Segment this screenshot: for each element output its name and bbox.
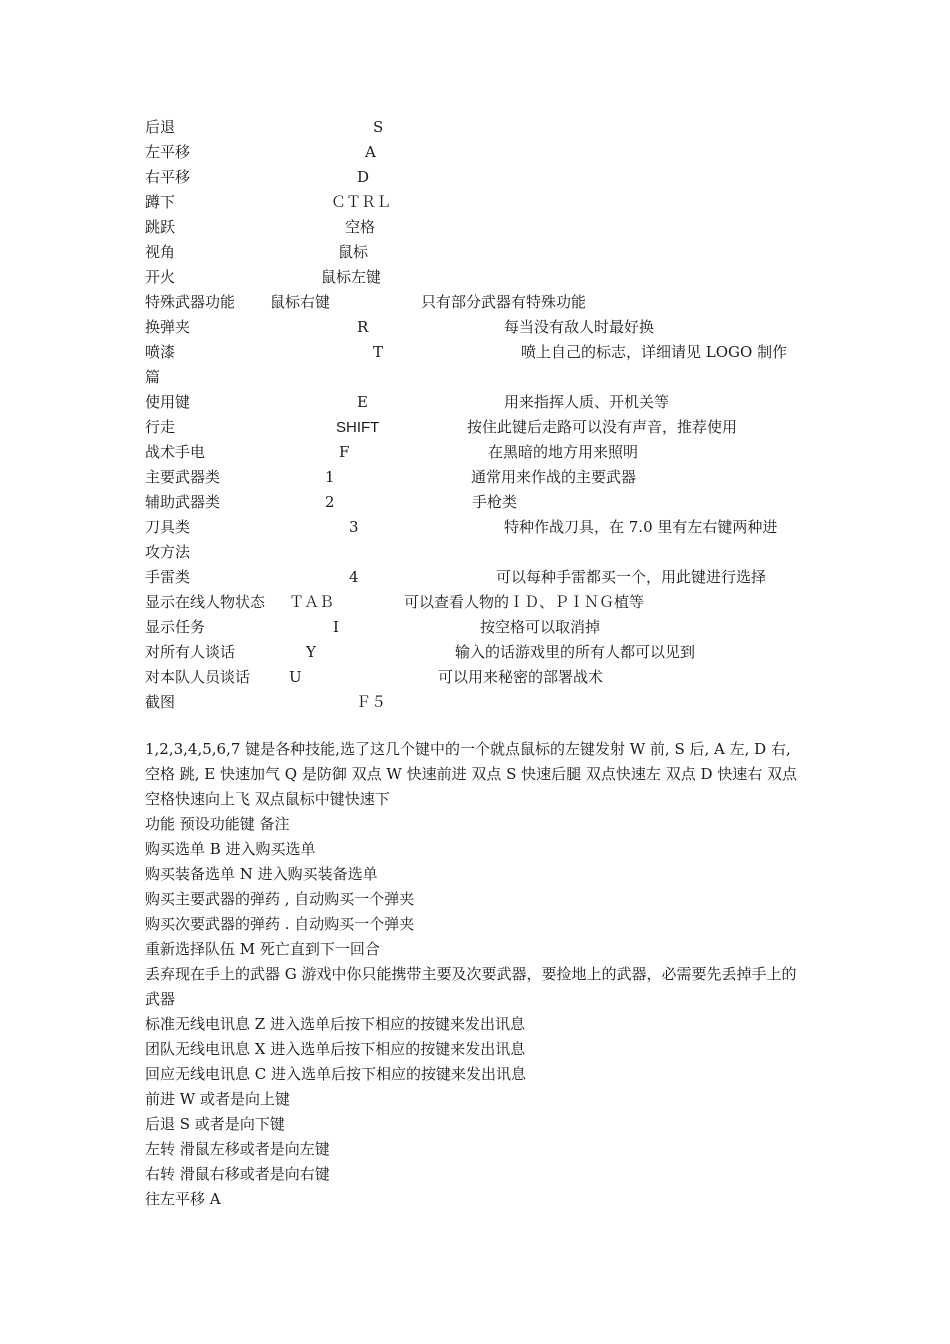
- action-label: 辅助武器类: [145, 493, 221, 511]
- note-label: 可以每种手雷都买一个，用此键进行选择: [496, 568, 767, 586]
- table-row: [145, 390, 815, 415]
- key-label: Y: [306, 643, 316, 661]
- note-label: 输入的话游戏里的所有人都可以见到: [455, 643, 696, 661]
- paragraph: 前进 W 或者是向上键: [145, 1090, 290, 1108]
- note-label: 每当没有敌人时最好换: [504, 318, 655, 336]
- table-row: [145, 565, 815, 590]
- key-label: E: [357, 393, 368, 411]
- table-row: [145, 265, 815, 290]
- action-label: 显示在线人物状态: [145, 593, 266, 611]
- note-label: 在黑暗的地方用来照明: [488, 443, 639, 461]
- key-label: 空格: [345, 218, 376, 236]
- action-label: 对所有人谈话: [145, 643, 236, 661]
- action-label: 主要武器类: [145, 468, 221, 486]
- key-label: ＴＡＢ: [289, 593, 335, 611]
- table-row: [145, 215, 815, 240]
- action-label: 蹲下: [145, 193, 176, 211]
- paragraph: 购买次要武器的弹药 . 自动购买一个弹夹: [145, 915, 415, 933]
- note-label: 按住此键后走路可以没有声音，推荐使用: [467, 418, 738, 436]
- table-row: [145, 590, 815, 615]
- table-row: [145, 490, 815, 515]
- action-label: 左平移: [145, 143, 191, 161]
- note-label: 可以用来秘密的部署战术: [438, 668, 604, 686]
- action-label: 喷漆: [145, 343, 176, 361]
- note-label: 可以查看人物的ＩＤ、ＰＩＮＧ植等: [404, 593, 645, 611]
- action-label: 跳跃: [145, 218, 176, 236]
- body-text: [145, 737, 810, 1212]
- table-row: [145, 615, 815, 640]
- key-label: A: [365, 143, 376, 161]
- note-label: 喷上自己的标志，详细请见 LOGO 制作: [521, 343, 788, 361]
- paragraph: 标准无线电讯息 Z 进入选单后按下相应的按键来发出讯息: [145, 1015, 525, 1033]
- action-label: 视角: [145, 243, 176, 261]
- table-row: [145, 165, 815, 190]
- paragraph: 购买主要武器的弹药 , 自动购买一个弹夹: [145, 890, 415, 908]
- paragraph: 后退 S 或者是向下键: [145, 1115, 285, 1133]
- note-label: 特种作战刀具，在 7.0 里有左右键两种进: [504, 518, 778, 536]
- key-label: D: [357, 168, 370, 186]
- action-label: 手雷类: [145, 568, 191, 586]
- action-label: 特殊武器功能: [145, 293, 236, 311]
- key-label: 3: [349, 518, 359, 536]
- action-label-continuation: 攻方法: [145, 543, 191, 561]
- paragraph: 左转 滑鼠左移或者是向左键: [145, 1140, 330, 1158]
- action-label: 截图: [145, 693, 176, 711]
- key-label: 1: [325, 468, 335, 486]
- action-label: 显示任务: [145, 618, 206, 636]
- action-label: 右平移: [145, 168, 191, 186]
- paragraph: 1,2,3,4,5,6,7 键是各种技能,选了这几个键中的一个就点鼠标的左键发射 W 前, S 后, A 左, D 右, 空格 跳, E 快速加气 Q 是防御 双点 W 快速前进 双点 S 快速后腿 双点快速左 双点 D 快速右 双点空格快速向上飞 双点鼠标中键快速下: [145, 740, 798, 808]
- action-label: 开火: [145, 268, 176, 286]
- action-label: 对本队人员谈话: [145, 668, 251, 686]
- key-binding-table: [145, 115, 815, 715]
- action-label: 后退: [145, 118, 176, 136]
- key-label: F: [339, 443, 350, 461]
- key-label: 鼠标左键: [321, 268, 382, 286]
- key-label: I: [333, 618, 339, 636]
- key-label: 4: [349, 568, 359, 586]
- table-row: [145, 415, 815, 440]
- key-label: U: [289, 668, 302, 686]
- note-label: 手枪类: [472, 493, 518, 511]
- note-label: 按空格可以取消掉: [480, 618, 601, 636]
- key-label: SHIFT: [336, 419, 380, 436]
- paragraph: 重新选择队伍 M 死亡直到下一回合: [145, 940, 380, 958]
- action-label: 刀具类: [145, 518, 191, 536]
- action-label: 换弹夹: [145, 318, 191, 336]
- key-label: S: [373, 118, 384, 136]
- table-row: [145, 690, 815, 715]
- paragraph: 往左平移 A: [145, 1190, 221, 1208]
- paragraph: 丢弃现在手上的武器 G 游戏中你只能携带主要及次要武器，要捡地上的武器，必需要先丢掉手上的武器: [145, 965, 797, 1008]
- note-label: 通常用来作战的主要武器: [471, 468, 637, 486]
- paragraph: 团队无线电讯息 X 进入选单后按下相应的按键来发出讯息: [145, 1040, 526, 1058]
- action-label: 行走: [145, 418, 176, 436]
- action-label: 战术手电: [145, 443, 206, 461]
- note-label: 用来指挥人质、开机关等: [504, 393, 670, 411]
- paragraph: 购买装备选单 N 进入购买装备选单: [145, 865, 378, 883]
- key-label: 2: [325, 493, 335, 511]
- paragraph: 右转 滑鼠右移或者是向右键: [145, 1165, 330, 1183]
- paragraph: 购买选单 B 进入购买选单: [145, 840, 316, 858]
- table-row: [145, 640, 815, 665]
- key-label: 鼠标右键: [270, 293, 331, 311]
- table-row: [145, 315, 815, 340]
- key-label: R: [357, 318, 369, 336]
- note-label: 只有部分武器有特殊功能: [421, 293, 587, 311]
- table-row: [145, 115, 815, 140]
- table-row: [145, 190, 815, 215]
- action-label: 使用键: [145, 393, 191, 411]
- table-row: [145, 665, 815, 690]
- table-row: [145, 240, 815, 265]
- table-row: [145, 340, 815, 390]
- paragraph: 回应无线电讯息 C 进入选单后按下相应的按键来发出讯息: [145, 1065, 527, 1083]
- key-label: T: [373, 343, 384, 361]
- paragraph: 功能 预设功能键 备注: [145, 815, 290, 833]
- table-row: [145, 140, 815, 165]
- key-label: 鼠标: [338, 243, 369, 261]
- key-label: Ｆ５: [356, 693, 387, 711]
- key-label: ＣＴＲＬ: [331, 193, 392, 211]
- table-row: [145, 290, 815, 315]
- table-row: [145, 515, 815, 565]
- action-label-continuation: 篇: [145, 368, 161, 386]
- table-row: [145, 440, 815, 465]
- table-row: [145, 465, 815, 490]
